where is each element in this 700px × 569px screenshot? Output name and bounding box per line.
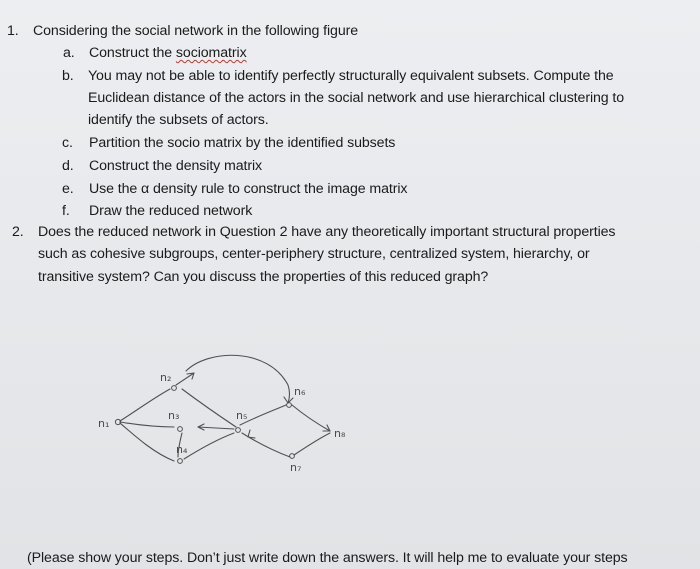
q2-line-2: such as cohesive subgroups, center-periphery structure, centralized system, hierarchy, or [38, 246, 590, 262]
q1a-text [89, 44, 247, 62]
node-n6 [287, 403, 292, 408]
edge-n6-n8 [292, 405, 330, 431]
q1b-label: b. [62, 68, 74, 84]
q2-line-1: Does the reduced network in Question 2 have any theoretically important structural properties [38, 224, 616, 240]
label-n4: n₄ [176, 443, 188, 456]
q1e-label: e. [62, 181, 74, 197]
q1-number: 1. [7, 23, 19, 39]
edge-n5-n3 [198, 427, 234, 429]
label-n8: n₈ [334, 427, 346, 440]
q1b-line-2: Euclidean distance of the actors in the social network and use hierarchical clustering to [88, 90, 625, 106]
q1a-prefix: Construct the [89, 45, 176, 61]
edge-arc-n2-n6 [186, 355, 290, 403]
q1b-line-3: identify the subsets of actors. [88, 112, 269, 128]
edge-n1-n4 [120, 423, 174, 461]
q1c-text: Partition the socio matrix by the identified subsets [89, 135, 396, 151]
footer-note: (Please show your steps. Don’t just write down the answers. It will help me to evaluate your steps [27, 550, 628, 566]
edge-n1-n2 [120, 389, 170, 421]
q2-line-3: transitive system? Can you discuss the properties of this reduced graph? [38, 269, 489, 285]
q1a-label: a. [63, 45, 75, 61]
node-n2 [172, 386, 177, 391]
node-n4 [178, 459, 183, 464]
q1d-label: d. [62, 158, 74, 174]
node-n5 [236, 428, 241, 433]
q2-number: 2. [12, 224, 24, 240]
edge-n4-n5 [184, 433, 234, 459]
edge-n1-n3 [120, 422, 174, 427]
node-n7 [290, 454, 295, 459]
q1d-text: Construct the density matrix [89, 158, 263, 174]
sociomatrix-term: sociomatrix [175, 45, 247, 61]
label-n3: n₃ [168, 409, 180, 422]
label-n5: n₅ [236, 409, 248, 422]
arrowhead-n5 [248, 430, 255, 438]
q1c-label: c. [62, 135, 73, 151]
q1b-line-1: You may not be able to identify perfectly structurally equivalent subsets. Compute the [88, 68, 614, 84]
edge-n5-n7 [242, 433, 290, 457]
q1f-text: Draw the reduced network [89, 203, 253, 219]
label-n6: n₆ [294, 385, 306, 398]
node-n3 [178, 427, 183, 432]
arrow-n2 [176, 373, 194, 385]
edge-n2-n5 [182, 389, 236, 427]
q1-text: Considering the social network in the following figure [33, 23, 359, 39]
label-n2: n₂ [160, 371, 172, 384]
label-n7: n₇ [290, 461, 302, 474]
q1e-text: Use the α density rule to construct the image matrix [89, 181, 408, 197]
q1f-label: f. [62, 203, 70, 219]
edge-n7-n8 [294, 433, 330, 455]
label-n1: n₁ [98, 417, 110, 430]
social-network-figure [98, 345, 368, 495]
